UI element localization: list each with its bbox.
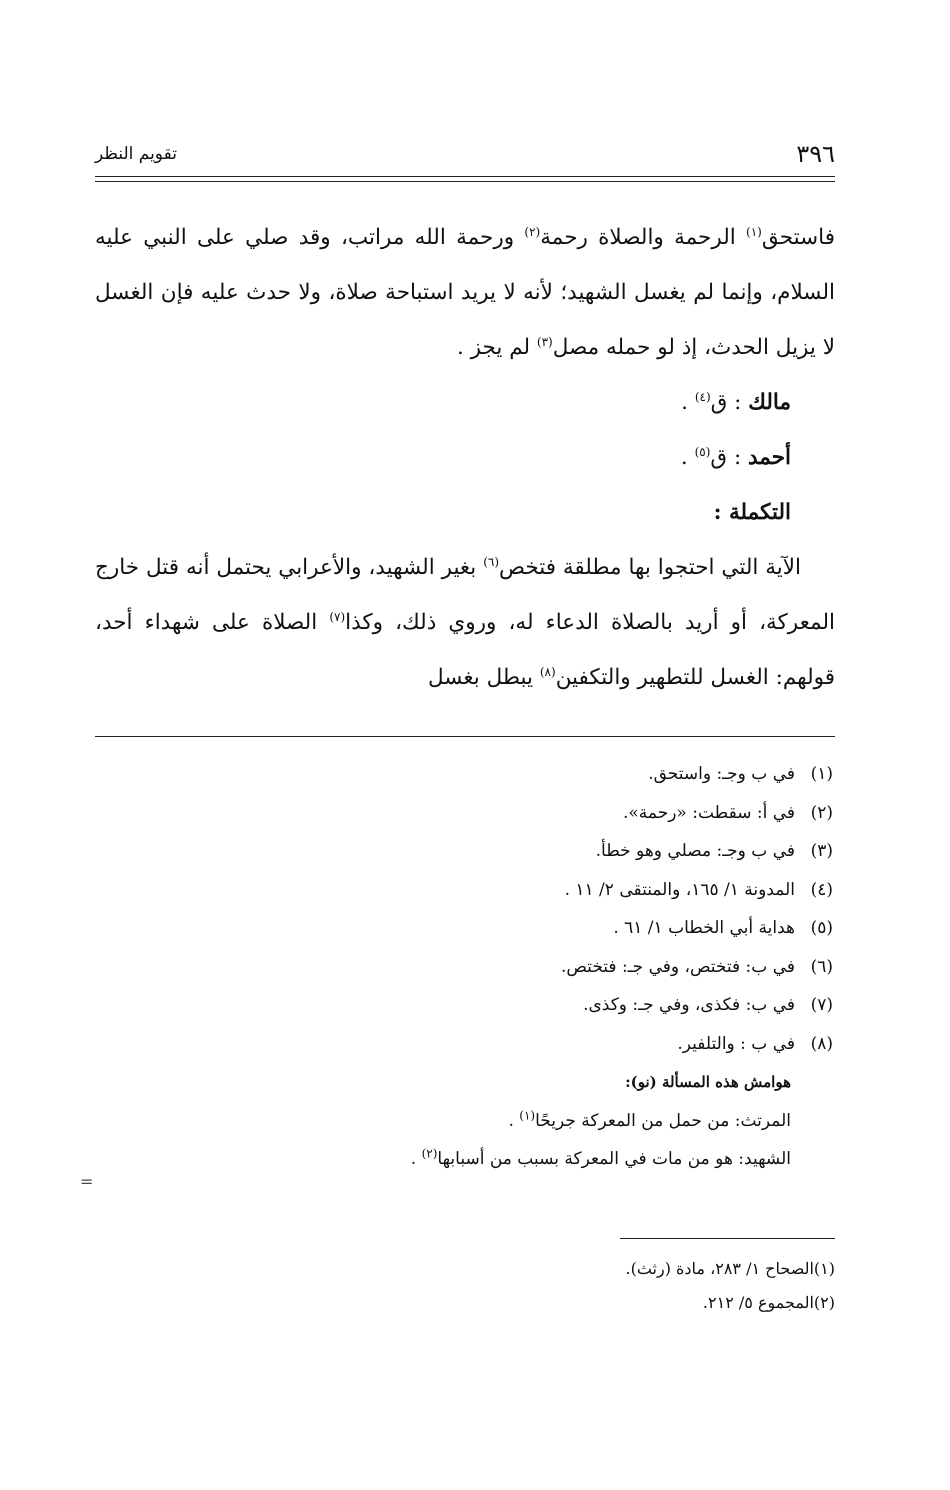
footnote-ref-3[interactable]: (٣) — [536, 334, 553, 349]
page-number: ٣٩٦ — [796, 140, 835, 168]
footnote-item: (٢)في أ: سقطت: «رحمة». — [622, 802, 833, 823]
footnote-ref-5[interactable]: (٥) — [694, 444, 711, 459]
malik-line: مالك : ق$^{(٤)}$ . — [681, 389, 791, 415]
paragraph-1: فاستحق$^{(١)}$ الرحمة والصلاة رحمة$^{(٢)}$ ورحمة الله مراتب، وقد صلي على النبي عليه السلام، وإنما لم يغسل الشهيد؛ لأنه لا يريد استباحة صلاة، ولا حدث عليه فإن الغسل لا يزيل الحدث، إذ لو حمله مصل$^{(٣)}$ لم يجز . — [95, 224, 835, 360]
footnote-ref-6[interactable]: (٦) — [483, 554, 500, 569]
main-text — [95, 210, 835, 705]
footnote-item: (٣)في ب وجـ: مصلي وهو خطأ. — [595, 841, 833, 861]
notes-heading: هوامش هذه المسألة (نو): — [625, 1073, 791, 1091]
running-title: تقويم النظر — [95, 144, 177, 164]
footnote-ref-4[interactable]: (٤) — [694, 389, 711, 404]
footnote-ref-8[interactable]: (٨) — [539, 664, 556, 679]
footnote-item: (٥)هداية أبي الخطاب ١/ ٦١ . — [613, 918, 833, 938]
footnote-separator — [95, 736, 835, 737]
footnote-item: (٨)في ب : والتلفير. — [677, 1033, 833, 1054]
sub-footnote-separator — [620, 1238, 835, 1239]
footnote-ref-2[interactable]: (٢) — [524, 224, 541, 239]
sub-footnote-item: (١)الصحاح ١/ ٢٨٣، مادة (رثث). — [625, 1259, 835, 1278]
page-header — [95, 140, 835, 174]
sub-footnote-ref-1[interactable]: (١) — [519, 1107, 536, 1122]
footnote-item: (٧)في ب: فكذى، وفي جـ: وكذى. — [583, 995, 833, 1015]
footnote-item: (١)في ب وجـ: واستحق. — [648, 764, 833, 784]
margin-mark: = — [80, 1172, 94, 1191]
sub-footnotes — [95, 1252, 835, 1320]
malik-label: مالك — [748, 390, 791, 415]
note-shahid: الشهيد: هو من مات في المعركة بسبب من أسبابها$^{(٢)}$ . — [410, 1146, 791, 1169]
footnote-ref-7[interactable]: (٧) — [329, 609, 346, 624]
footnote-ref-1[interactable]: (١) — [746, 224, 762, 239]
ahmad-line: أحمد : ق$^{(٥)}$ . — [680, 444, 791, 470]
header-rule — [95, 176, 835, 182]
footnote-item: (٤)المدونة ١/ ١٦٥، والمنتقى ٢/ ١١ . — [564, 879, 833, 900]
paragraph-2: الآية التي احتجوا بها مطلقة فتخص$^{(٦)}$ بغير الشهيد، والأعرابي يحتمل أنه قتل خارج المعركة، أو أريد بالصلاة الدعاء له، وروي ذلك، وكذا$^{(٧)}$ الصلاة على شهداء أحد، قولهم: الغسل للتطهير والتكفين$^{(٨)}$ يبطل بغسل — [95, 554, 835, 690]
sub-footnote-item: (٢)المجموع ٥/ ٢١٢. — [702, 1293, 835, 1312]
note-murtathth: المرتث: من حمل من المعركة جريحًا$^{(١)}$ . — [508, 1107, 791, 1131]
sub-footnote-ref-2[interactable]: (٢) — [421, 1146, 438, 1161]
takmila-heading: التكملة : — [713, 500, 791, 525]
footnotes — [95, 755, 835, 1179]
ahmad-label: أحمد — [748, 445, 791, 470]
footnote-item: (٦)في ب: فتختص، وفي جـ: فتختص. — [560, 956, 833, 977]
